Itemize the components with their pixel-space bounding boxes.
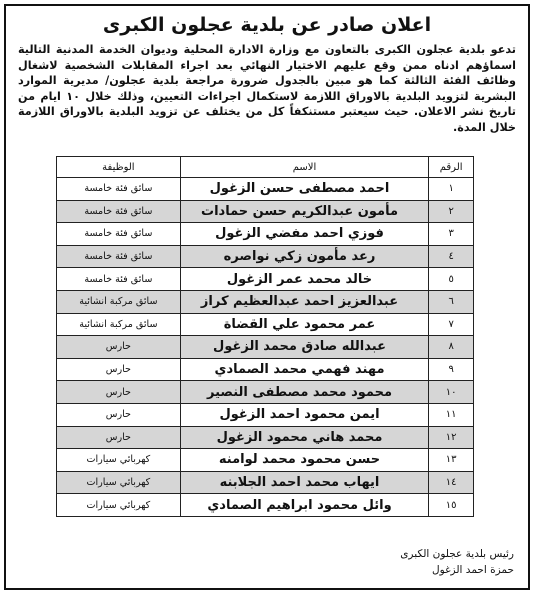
row-job: سائق مركبة انشائية (57, 313, 181, 336)
row-number: ٩ (429, 358, 474, 381)
row-number: ١١ (429, 403, 474, 426)
row-job: كهربائي سيارات (57, 449, 181, 472)
row-name: حسن محمود محمد لوامنه (180, 449, 429, 472)
signatory-name: حمزة احمد الزغول (432, 564, 514, 576)
table-row (57, 358, 474, 381)
row-name: فوزي احمد مفضي الزغول (180, 223, 429, 246)
appointees-table (56, 156, 474, 517)
row-name: مهند فهمي محمد الصمادي (180, 358, 429, 381)
signature-block (400, 546, 514, 578)
row-number: ١٤ (429, 471, 474, 494)
row-number: ١ (429, 178, 474, 201)
row-job: حارس (57, 381, 181, 404)
row-job: سائق فئة خامسة (57, 223, 181, 246)
announcement-page (4, 4, 530, 590)
table-row (57, 268, 474, 291)
row-job: كهربائي سيارات (57, 471, 181, 494)
row-name: ايمن محمود احمد الزغول (180, 403, 429, 426)
announcement-title: اعلان صادر عن بلدية عجلون الكبرى (102, 14, 432, 36)
table-row (57, 223, 474, 246)
row-number: ٨ (429, 336, 474, 359)
row-name: عبدالله صادق محمد الزغول (180, 336, 429, 359)
row-job: سائق مركبة انشائية (57, 290, 181, 313)
table-row (57, 449, 474, 472)
row-job: حارس (57, 358, 181, 381)
table-row (57, 336, 474, 359)
row-name: محمود محمد مصطفى النصير (180, 381, 429, 404)
table-row (57, 245, 474, 268)
row-name: محمد هاني محمود الزغول (180, 426, 429, 449)
row-number: ١٣ (429, 449, 474, 472)
row-name: خالد محمد عمر الزغول (180, 268, 429, 291)
row-number: ١٠ (429, 381, 474, 404)
row-name: عمر محمود علي القضاة (180, 313, 429, 336)
row-job: سائق فئة خامسة (57, 268, 181, 291)
row-job: حارس (57, 336, 181, 359)
row-number: ٤ (429, 245, 474, 268)
table-row (57, 403, 474, 426)
row-number: ٣ (429, 223, 474, 246)
row-name: مأمون عبدالكريم حسن حمادات (180, 200, 429, 223)
header-name: الاسم (180, 157, 429, 178)
header-job: الوظيفة (57, 157, 181, 178)
table-row (57, 178, 474, 201)
header-number: الرقم (429, 157, 474, 178)
row-job: حارس (57, 426, 181, 449)
row-number: ٢ (429, 200, 474, 223)
row-number: ١٢ (429, 426, 474, 449)
row-name: وائل محمود ابراهيم الصمادي (180, 494, 429, 517)
row-name: ايهاب محمد احمد الجلابنه (180, 471, 429, 494)
row-number: ٥ (429, 268, 474, 291)
row-name: عبدالعزيز احمد عبدالعظيم كراز (180, 290, 429, 313)
row-job: سائق فئة خامسة (57, 178, 181, 201)
signatory-position: رئيس بلدية عجلون الكبرى (400, 548, 514, 560)
row-name: احمد مصطفى حسن الزغول (180, 178, 429, 201)
row-name: رعد مأمون زكي نواصره (180, 245, 429, 268)
table-header-row (57, 157, 474, 178)
announcement-body: تدعو بلدية عجلون الكبرى بالتعاون مع وزارة الادارة المحلية وديوان الخدمة المدنية التالية اسماؤهم ادناه ممن وقع عليهم الاختيار النهائي بعد اجراء المقابلات الشخصية لاشغال وظائف الفئة الثالثة كما هو مبين بالجدول ضرورة مراجعة بلدية عجلون/ مديرية الموارد البشرية لتزويد البلدية بالاوراق اللازمة لاستكمال اجراءات التعيين، وذلك خلال ١٠ ايام من تاريخ نشر الاعلان. حيث سيعتبر مستنكفاً كل من يختلف عن تزويد البلدية بالاوراق اللازمة خلال المدة. (18, 43, 516, 134)
row-number: ٧ (429, 313, 474, 336)
row-number: ١٥ (429, 494, 474, 517)
row-job: حارس (57, 403, 181, 426)
table-row (57, 381, 474, 404)
table-row (57, 313, 474, 336)
table-row (57, 426, 474, 449)
table-row (57, 471, 474, 494)
row-number: ٦ (429, 290, 474, 313)
table-row (57, 290, 474, 313)
row-job: سائق فئة خامسة (57, 200, 181, 223)
table-row (57, 494, 474, 517)
table-row (57, 200, 474, 223)
row-job: كهربائي سيارات (57, 494, 181, 517)
row-job: سائق فئة خامسة (57, 245, 181, 268)
